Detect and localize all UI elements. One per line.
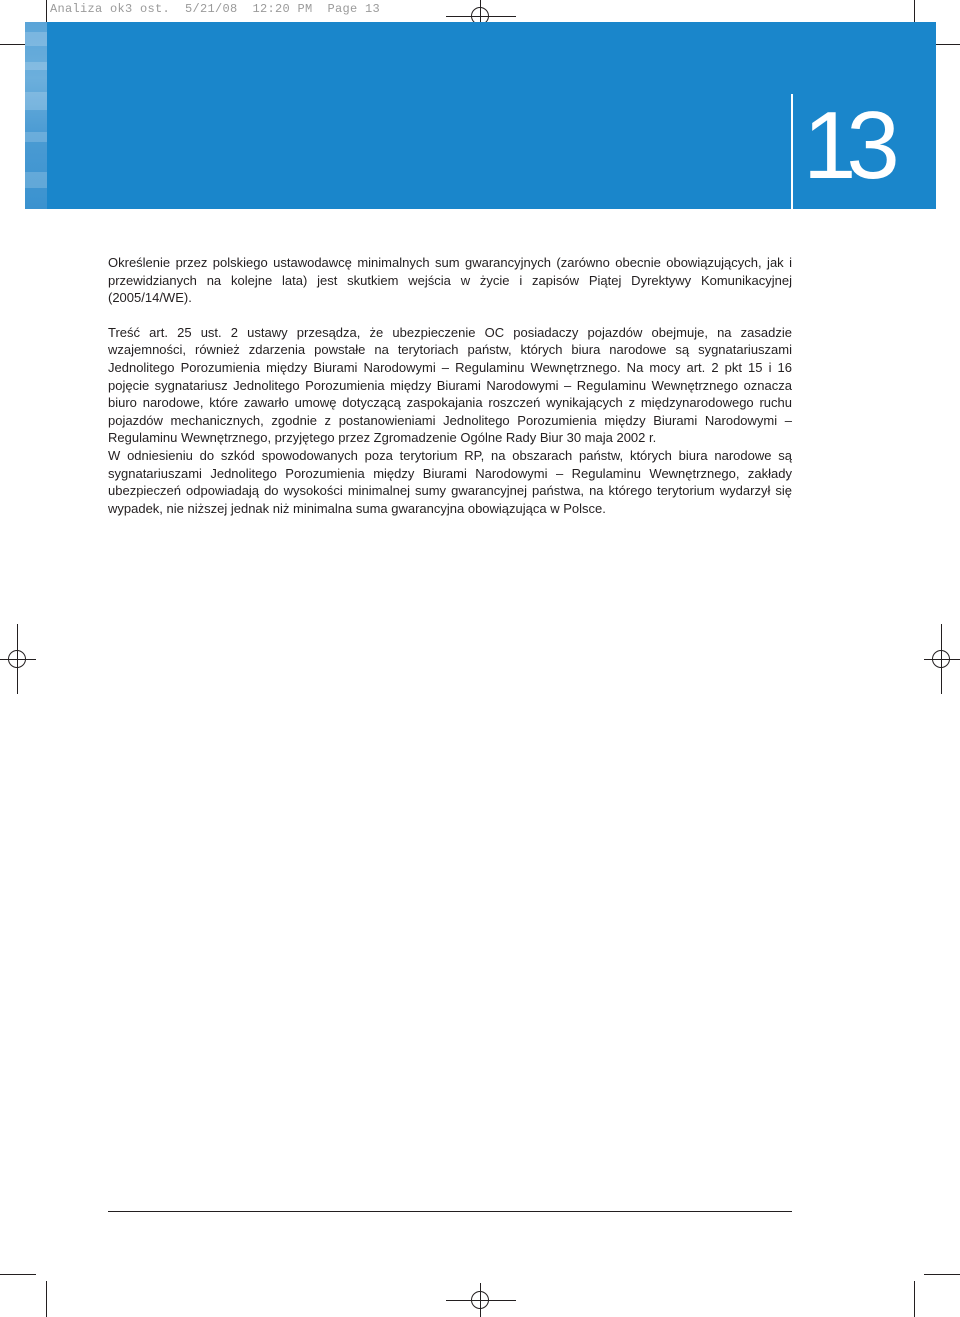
paragraph-1: Określenie przez polskiego ustawodawcę minimalnych sum gwarancyjnych (zarówno obecnie obowiązujących, jak i przewidzianych na kolejne lata) jest skutkiem wejścia w życie i zapisów Piątej Dyrektywy Komunikacyjnej (2005/14/WE). <box>108 255 792 306</box>
banner-divider <box>791 94 793 209</box>
footer-rule <box>108 1211 792 1212</box>
paragraph-3: W odniesieniu do szkód spowodowanych poza terytorium RP, na obszarach państw, których biura narodowe są sygnatariuszami Jednolitego Porozumienia między Biurami Narodowymi – Regulaminu Wewnętrznego, zakłady ubezpieczeń odpowiadają do wysokości minimalnej sumy gwarancyjnej państwa, na którego terytorium wydarzył się wypadek, nie niższej jednak niż minimalna suma gwarancyjna obowiązująca w Polsce. <box>108 447 792 516</box>
chapter-banner <box>25 22 936 209</box>
page-number: 13 <box>803 92 890 199</box>
body-text <box>108 254 792 517</box>
paragraph-2: Treść art. 25 ust. 2 ustawy przesądza, że ubezpieczenie OC posiadaczy pojazdów obejmuje, na zasadzie wzajemności, również zdarzenia powstałe na terytoriach państw, których biura narodowe są sygnatariuszami Jednolitego Porozumienia między Biurami Narodowymi – Regulaminu Wewnętrznego. Na mocy art. 2 pkt 15 i 16 pojęcie sygnatariusz Jednolitego Porozumienia między Biurami Narodowymi – Regulaminu Wewnętrznego oznacza biuro narodowe, które zawarło umowę dotyczącą zaspokajania roszczeń wynikających z międzynarodowego ruchu pojazdów mechanicznych, zgodnie z postanowieniami Jednolitego Porozumienia między Biurami Narodowymi – Regulaminu Wewnętrznego, przyjętego przez Zgromadzenie Ogólne Rady Biur 30 maja 2002 r. <box>108 324 792 446</box>
print-slug-line: Analiza ok3 ost. 5/21/08 12:20 PM Page 13 <box>50 2 381 16</box>
banner-texture-strip <box>25 22 47 209</box>
